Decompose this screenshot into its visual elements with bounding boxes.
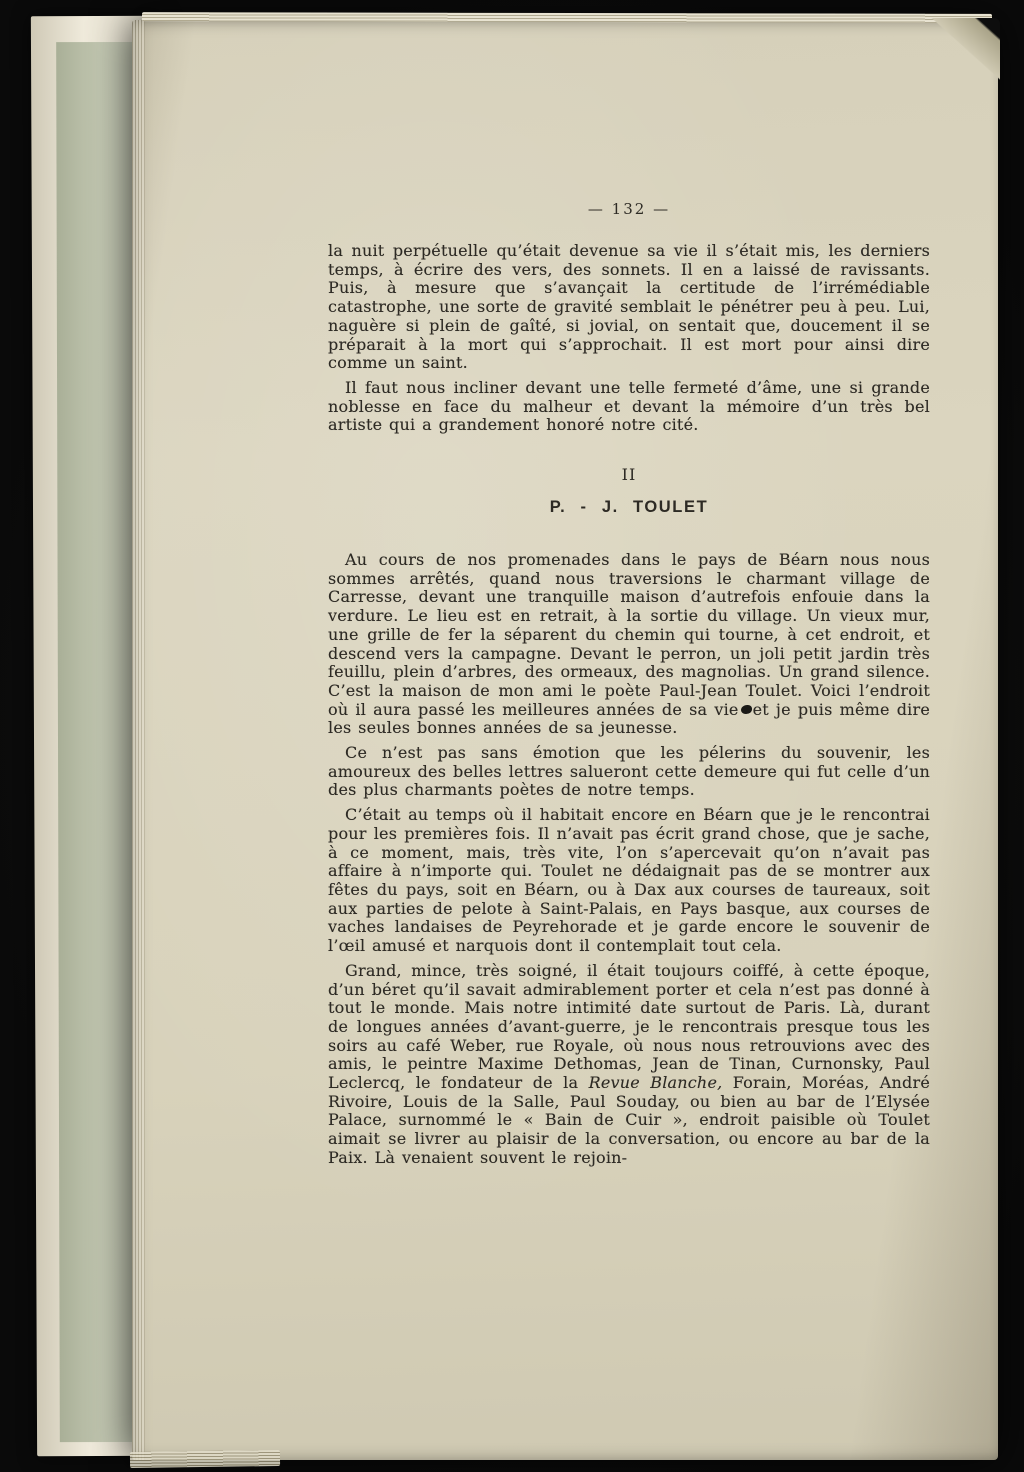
text-run: Il faut nous incliner devant une telle fermeté d’âme, une si grande noblesse en face du malheur et devant la mémoire d’un très bel artiste qui a grandement honoré notre cité. [328, 377, 930, 435]
page-stack-edges-top [142, 12, 992, 23]
section-numeral: II [621, 465, 637, 485]
text-column [328, 200, 930, 1174]
text-run: Forain, Moréas, André Rivoire, Louis de la Salle, Paul Souday, ou bien au bar de l’Elysée Palace, surnommé le « Bain de Cuir », endroit paisible où Toulet aimait se livrer au plaisir de la conversation, ou encore au bar de la Paix. Là venaient souvent le rejoin- [328, 1073, 930, 1167]
ink-blot [741, 705, 752, 714]
paragraph [328, 551, 930, 738]
page-corner-fold [908, 18, 1000, 80]
italic-text-run: Revue Blanche, [588, 1073, 723, 1093]
text-run: C’était au temps où il habitait encore en Béarn que je le rencontrai pour les premières fois. Il n’avait pas écrit grand chose, que je sache, à ce moment, mais, très vite, l’on s’apercevait qu’on n’avait pas affaire à n’importe qui. Toulet ne dédaignait pas de se montrer aux fêtes du pays, soit en Béarn, ou à Dax aux courses de taureaux, soit aux parties de pelote à Saint-Palais, en Pays basque, aux courses de vaches landaises de Peyrehorade et je garde encore le souvenir de l’œil amusé et narquois dont il contemplait tout cela. [328, 805, 930, 956]
paragraph [328, 242, 930, 373]
page-stack-edges-bottom [130, 1450, 280, 1468]
paragraph-group-top [328, 242, 930, 435]
page-number: — 132 — [587, 200, 671, 218]
text-run: Au cours de nos promenades dans le pays de Béarn nous nous sommes arrêtés, quand nous traversions le charmant village de Carresse, devant une tranquille maison d’autrefois enfouie dans la verdure. Le lieu est en retrait, à la sortie du village. Un vieux mur, une grille de fer la séparent du chemin qui tourne, à cet endroit, et descend vers la campagne. Devant le perron, un joli petit jardin très feuillu, plein d’arbres, des ormeaux, des magnolias. Un grand silence. C’est la maison de mon ami le poète Paul-Jean Toulet. Voici l’endroit où il aura passé les meilleures années de sa vie [328, 550, 930, 719]
text-run: Ce n’est pas sans émotion que les pélerins du souvenir, les amoureux des belles lettres salueront cette demeure qui fut celle d’un des plus charmants poètes de notre temps. [328, 743, 930, 800]
section-title: P. - J. TOULET [549, 498, 709, 517]
text-run: Grand, mince, très soigné, il était toujours coiffé, à cette époque, d’un béret qu’il savait admirablement porter et cela n’est pas donné à tout le monde. Mais notre intimité date surtout de Paris. Là, durant de longues années d’avant-guerre, je le rencontrais presque tous les soirs au café Weber, rue Royale, où nous nous retrouvions avec des amis, le peintre Maxime Dethomas, Jean de Tinan, Curnonsky, Paul Leclercq, le fondateur de la [328, 960, 930, 1093]
paragraph [328, 962, 930, 1168]
paragraph [328, 744, 930, 800]
text-run: la nuit perpétuelle qu’était devenue sa vie il s’était mis, les derniers temps, à écrire des vers, des sonnets. Il en a laissé de ravissants. Puis, à mesure que s’avançait la certitude de l’irrémédiable catastrophe, une sorte de gravité semblait le pénétrer peu à peu. Lui, naguère si plein de gaîté, si jovial, on sentait que, doucement il se préparait à la mort qui s’approchait. Il est mort pour ainsi dire comme un saint. [328, 241, 930, 373]
paragraph-group-bottom [328, 551, 930, 1168]
paragraph [328, 806, 930, 956]
page-stack-edges-left [132, 20, 145, 1460]
book-page [132, 20, 998, 1460]
paragraph [328, 379, 930, 435]
text-run: et je puis même dire les seules bonnes années de sa jeunesse. [328, 699, 930, 738]
